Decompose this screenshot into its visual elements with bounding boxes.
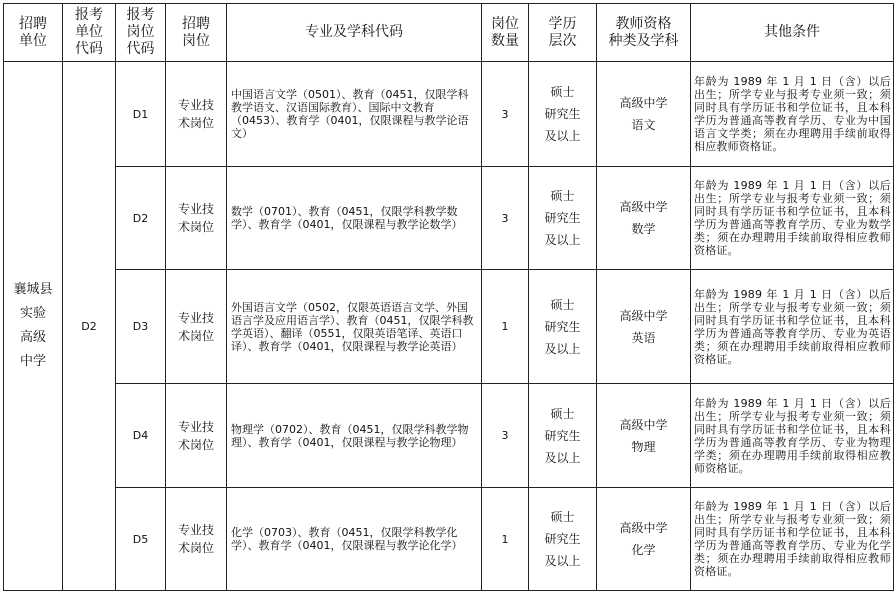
post-type: 专业技 术岗位	[166, 62, 227, 167]
other-conditions: 年龄为 1989 年 1 月 1 日（含）以后出生；所学专业与报考专业须一致；须同时具有学历证书和学位证书，且本科学历为普通高等教育学历、专业为物理学类；须在办理聘用手续前取得相应教师资格证。	[691, 384, 894, 488]
education-level: 硕士 研究生 及以上	[529, 384, 597, 488]
other-conditions: 年龄为 1989 年 1 月 1 日（含）以后出生；所学专业与报考专业须一致；须同时具有学历证书和学位证书，且本科学历为普通高等教育学历、专业为化学类；须在办理聘用手续前取得相应教师资格证。	[691, 488, 894, 591]
major-codes: 外国语言文学（0502，仅限英语语言文学、外国语言学及应用语言学）、教育（0451，仅限学科教学英语）、翻译（0551，仅限英语笔译、英语口译）、教育学（0401，仅限课程与教学论英语）	[227, 270, 482, 384]
teacher-certificate: 高级中学 物理	[597, 384, 691, 488]
table-row	[4, 62, 894, 167]
header-certificate: 教师资格 种类及学科	[597, 4, 691, 62]
education-level: 硕士 研究生 及以上	[529, 270, 597, 384]
education-level: 硕士 研究生 及以上	[529, 62, 597, 167]
major-codes: 物理学（0702）、教育（0451，仅限学科教学物理）、教育学（0401，仅限课程与教学论物理）	[227, 384, 482, 488]
major-codes: 数学（0701）、教育（0451，仅限学科教学数学）、教育学（0401，仅限课程与教学论数学）	[227, 167, 482, 270]
other-conditions: 年龄为 1989 年 1 月 1 日（含）以后出生；所学专业与报考专业须一致；须同时具有学历证书和学位证书，且本科学历为普通高等教育学历、专业为英语类；须在办理聘用手续前取得相应教师资格证。	[691, 270, 894, 384]
post-code: D2	[116, 167, 166, 270]
table-row	[4, 488, 894, 591]
post-type: 专业技 术岗位	[166, 488, 227, 591]
teacher-certificate: 高级中学 数学	[597, 167, 691, 270]
header-post: 招聘 岗位	[166, 4, 227, 62]
post-type: 专业技 术岗位	[166, 167, 227, 270]
post-code: D4	[116, 384, 166, 488]
header-unit-code: 报考 单位 代码	[63, 4, 116, 62]
header-major: 专业及学科代码	[227, 4, 482, 62]
table-row	[4, 384, 894, 488]
header-row	[4, 4, 894, 62]
major-codes: 中国语言文学（0501）、教育（0451，仅限学科教学语文、汉语国际教育）、国际中文教育（0453）、教育学（0401，仅限课程与教学论语文）	[227, 62, 482, 167]
header-unit: 招聘 单位	[4, 4, 63, 62]
teacher-certificate: 高级中学 语文	[597, 62, 691, 167]
table-row	[4, 167, 894, 270]
header-count: 岗位 数量	[482, 4, 529, 62]
post-code: D1	[116, 62, 166, 167]
unit-code: D2	[63, 62, 116, 591]
post-count: 1	[482, 270, 529, 384]
other-conditions: 年龄为 1989 年 1 月 1 日（含）以后出生；所学专业与报考专业须一致；须同时具有学历证书和学位证书，且本科学历为普通高等教育学历、专业为数学类；须在办理聘用手续前取得相应教师资格证。	[691, 167, 894, 270]
post-count: 3	[482, 167, 529, 270]
table-row	[4, 270, 894, 384]
post-count: 3	[482, 62, 529, 167]
post-type: 专业技 术岗位	[166, 270, 227, 384]
post-code: D5	[116, 488, 166, 591]
header-conditions: 其他条件	[691, 4, 894, 62]
teacher-certificate: 高级中学 英语	[597, 270, 691, 384]
other-conditions: 年龄为 1989 年 1 月 1 日（含）以后出生；所学专业与报考专业须一致；须同时具有学历证书和学位证书，且本科学历为普通高等教育学历、专业为中国语言文学类；须在办理聘用手续前取得相应教师资格证。	[691, 62, 894, 167]
recruitment-table	[3, 3, 894, 591]
education-level: 硕士 研究生 及以上	[529, 167, 597, 270]
header-education: 学历 层次	[529, 4, 597, 62]
post-count: 1	[482, 488, 529, 591]
post-type: 专业技 术岗位	[166, 384, 227, 488]
header-post-code: 报考 岗位 代码	[116, 4, 166, 62]
major-codes: 化学（0703）、教育（0451，仅限学科教学化学）、教育学（0401，仅限课程与教学论化学）	[227, 488, 482, 591]
teacher-certificate: 高级中学 化学	[597, 488, 691, 591]
education-level: 硕士 研究生 及以上	[529, 488, 597, 591]
post-count: 3	[482, 384, 529, 488]
post-code: D3	[116, 270, 166, 384]
unit-name: 襄城县 实验 高级 中学	[4, 62, 63, 591]
